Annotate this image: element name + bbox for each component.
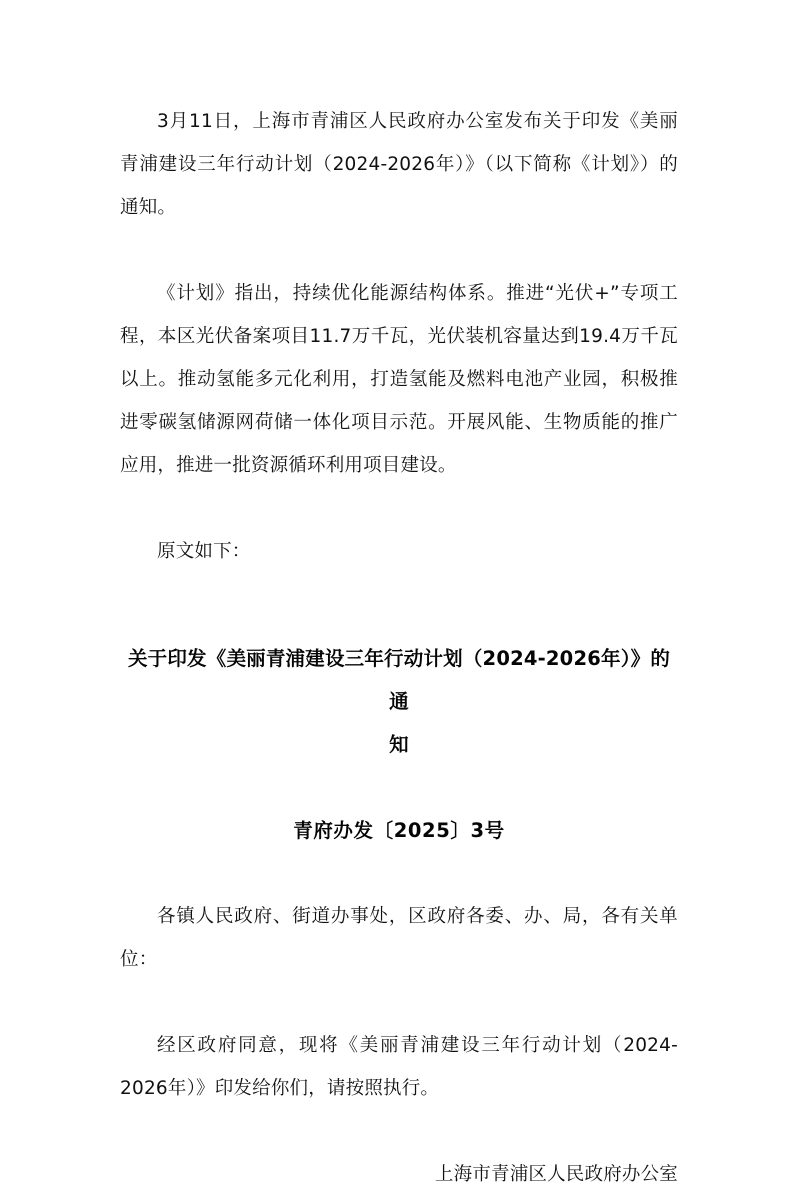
document-body xyxy=(120,100,678,1196)
salutation: 各镇人民政府、街道办事处，区政府各委、办、局，各有关单位： xyxy=(120,906,678,970)
document-number-spacer xyxy=(120,852,678,895)
intro-paragraph-plan-details: 《计划》指出，持续优化能源结构体系。推进“光伏+”专项工程，本区光伏备案项目11.7万千瓦，光伏装机容量达到19.4万千瓦以上。推动氢能多元化利用，打造氢能及燃料电池产业园，积极推进零碳氢储源网荷储一体化项目示范。开展风能、生物质能的推广应用，推进一批资源循环利用项目建设。 xyxy=(120,283,678,476)
paragraph-spacer xyxy=(120,229,678,272)
issuing-authority-signature: 上海市青浦区人民政府办公室 xyxy=(434,1164,678,1185)
title-bottom-spacer xyxy=(120,766,678,809)
document-title-line-2: 知 xyxy=(389,733,409,756)
original-text-label: 原文如下： xyxy=(157,541,251,562)
document-title-line-1: 关于印发《美丽青浦建设三年行动计划（2024-2026年）》的通 xyxy=(127,647,671,713)
title-top-spacer xyxy=(120,573,678,637)
salutation-spacer xyxy=(120,981,678,1024)
signature-spacer xyxy=(120,1110,678,1153)
body-paragraph-issuance: 经区政府同意，现将《美丽青浦建设三年行动计划（2024-2026年）》印发给你们，请按照执行。 xyxy=(120,1035,678,1099)
intro-paragraph-announcement: 3月11日，上海市青浦区人民政府办公室发布关于印发《美丽青浦建设三年行动计划（2024-2026年）》（以下简称《计划》）的通知。 xyxy=(120,111,678,218)
paragraph-spacer xyxy=(120,487,678,530)
document-number: 青府办发〔2025〕3号 xyxy=(293,819,505,842)
